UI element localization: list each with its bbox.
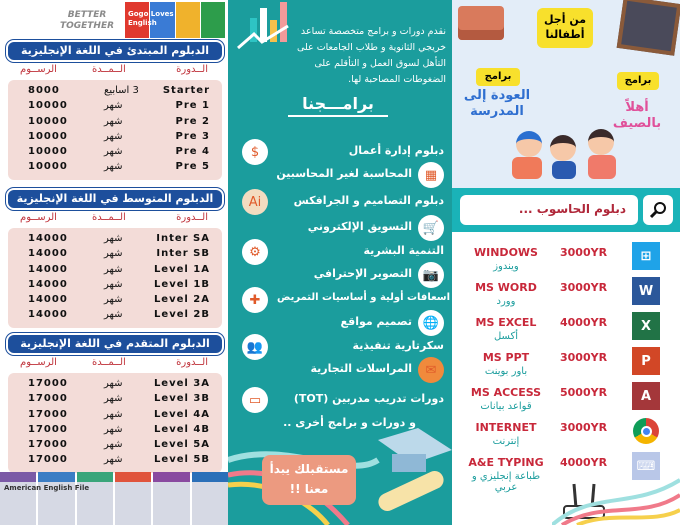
section-title: الدبلوم المبتدئ في اللغة الإنجليزية <box>8 42 222 60</box>
course-fee: 17000 <box>28 393 68 405</box>
chrome-icon <box>632 417 660 445</box>
software-name: MS WORD <box>475 281 537 294</box>
software-arabic-name: طباعة إنجليزي و عربي <box>471 471 541 493</box>
software-price: 3000YR <box>560 351 608 364</box>
section-title: الدبلوم المتقدم في اللغة الإنجليزية <box>8 335 222 353</box>
book-title: Gogo Loves English <box>128 10 174 27</box>
table-row <box>8 308 222 323</box>
column-headers <box>0 64 228 78</box>
course-table <box>8 80 222 180</box>
program-item[interactable]: المراسلات التجارية <box>310 362 412 375</box>
course-name: Level 1B <box>154 278 210 290</box>
books-icon <box>458 6 504 40</box>
table-row <box>8 453 222 468</box>
header-duration: الــمــدة <box>92 357 126 368</box>
table-row <box>8 99 222 114</box>
course-duration: شهر <box>104 278 123 290</box>
column-headers <box>0 212 228 226</box>
program-item[interactable]: التنمية البشرية <box>363 244 444 257</box>
course-name: Pre 1 <box>175 100 210 112</box>
keyboard-icon: ⌨ <box>632 452 660 480</box>
header-course: الــدورة <box>176 64 208 75</box>
course-fee: 14000 <box>28 263 68 275</box>
table-row <box>8 278 222 293</box>
program-item[interactable]: المحاسبة لغير المحاسبين <box>276 167 412 180</box>
table-row <box>8 263 222 278</box>
table-row <box>8 438 222 453</box>
header-course: الــدورة <box>176 212 208 223</box>
course-duration: شهر <box>104 454 123 466</box>
course-duration: شهر <box>104 146 123 158</box>
course-duration: شهر <box>104 408 123 420</box>
course-name: Level 4A <box>153 408 210 420</box>
course-duration: شهر <box>104 263 123 275</box>
team-icon: 👥 <box>242 334 268 360</box>
software-course-row[interactable] <box>452 421 680 455</box>
english-file-label: American English File <box>4 484 90 492</box>
table-row <box>8 293 222 308</box>
header-fee: الرســوم <box>20 357 57 368</box>
course-fee: 17000 <box>28 378 68 389</box>
software-arabic-name: وورد <box>496 296 516 307</box>
program-tag-summer: برامج <box>617 72 659 90</box>
table-row <box>8 247 222 262</box>
course-name: Pre 5 <box>175 161 210 173</box>
course-name: Pre 4 <box>175 146 210 158</box>
english-file-books <box>0 472 228 525</box>
course-name: Level 3A <box>153 378 210 389</box>
course-duration: شهر <box>104 100 123 112</box>
software-price: 4000YR <box>560 456 608 469</box>
course-table <box>8 228 222 328</box>
software-name: A&E TYPING <box>468 456 544 469</box>
search-icon <box>649 201 667 219</box>
course-name: Inter SA <box>156 233 210 244</box>
excel-icon: X <box>632 312 660 340</box>
course-duration: شهر <box>104 130 123 142</box>
money-bulb-icon: $ <box>242 139 268 165</box>
graduation-cap-icon <box>368 420 452 520</box>
camera-icon: 📷 <box>418 262 444 288</box>
header-fee: الرســوم <box>20 212 57 223</box>
english-courses-panel <box>0 0 228 525</box>
table-row <box>8 408 222 423</box>
software-course-row[interactable] <box>452 246 680 280</box>
program-item[interactable]: التسويق الإلكتروني <box>307 220 412 233</box>
search-button[interactable] <box>643 195 673 225</box>
software-price: 3000YR <box>560 246 608 259</box>
table-row <box>8 115 222 130</box>
header-duration: الــمــدة <box>92 64 126 75</box>
kids-illustration <box>512 125 622 180</box>
growth-chart-icon <box>236 0 292 50</box>
software-price: 3000YR <box>560 421 608 434</box>
software-arabic-name: أكسل <box>493 331 519 342</box>
software-name: WINDOWS <box>474 246 538 259</box>
course-fee: 17000 <box>28 408 68 420</box>
programs-panel <box>228 0 452 525</box>
software-arabic-name: ويندوز <box>493 261 519 272</box>
course-fee: 14000 <box>28 294 68 306</box>
software-name: MS PPT <box>482 351 530 364</box>
program-item[interactable]: اسعافات أولية و أساسيات التمريض <box>276 292 450 303</box>
table-row <box>8 84 222 99</box>
powerpoint-icon: P <box>632 347 660 375</box>
software-arabic-name: باور بوينت <box>484 366 528 377</box>
course-duration: شهر <box>104 309 123 321</box>
software-price: 3000YR <box>560 281 608 294</box>
course-fee: 10000 <box>28 161 68 173</box>
intro-text: نقدم دورات و برامج متخصصة تساعد خريجي الثانوية و طلاب الجامعات على التأهل لسوق العمل و التأقلم على الضغوطات المصاحبة لها. <box>296 26 446 85</box>
course-fee: 17000 <box>28 423 68 435</box>
www-icon: 🌐 <box>418 310 444 336</box>
summer-title: أهلاً بالصيف <box>612 100 662 131</box>
program-item[interactable]: دبلوم إدارة أعمال <box>348 144 444 157</box>
software-price: 4000YR <box>560 316 608 329</box>
software-course-row[interactable] <box>452 281 680 315</box>
software-arabic-name: إنترنت <box>492 436 520 447</box>
table-row <box>8 232 222 247</box>
program-item[interactable]: سكرتارية تنفيذية <box>352 339 444 352</box>
mail-card-icon: ✉ <box>418 357 444 383</box>
table-row <box>8 160 222 175</box>
cta-box: مستقبلك يبدأ معنا !! <box>262 455 356 505</box>
notice-board-icon <box>617 0 680 56</box>
course-fee: 10000 <box>28 130 68 142</box>
course-name: Level 5A <box>153 439 210 451</box>
software-name: INTERNET <box>475 421 537 434</box>
software-name: MS ACCESS <box>470 386 542 399</box>
software-course-row[interactable] <box>452 316 680 350</box>
column-headers <box>0 357 228 371</box>
header-fee: الرســوم <box>20 64 57 75</box>
kids-badge: من أجل أطفالنا <box>537 8 593 48</box>
access-icon: A <box>632 382 660 410</box>
windows-icon: ⊞ <box>632 242 660 270</box>
course-fee: 17000 <box>28 454 68 466</box>
software-course-row[interactable] <box>452 351 680 385</box>
course-duration: شهر <box>104 378 123 389</box>
decorative-ribbons-right <box>552 470 680 525</box>
software-course-row[interactable] <box>452 386 680 420</box>
course-fee: 10000 <box>28 115 68 127</box>
course-fee: 14000 <box>28 278 68 290</box>
course-duration: شهر <box>104 115 123 127</box>
table-row <box>8 392 222 407</box>
course-fee: 14000 <box>28 233 68 244</box>
course-name: Inter SB <box>156 248 210 260</box>
course-duration: شهر <box>104 233 123 244</box>
course-name: Pre 3 <box>175 130 210 142</box>
software-price: 5000YR <box>560 386 608 399</box>
header-duration: الــمــدة <box>92 212 126 223</box>
calculator-icon: ▦ <box>418 162 444 188</box>
course-name: Level 3B <box>154 393 210 405</box>
table-row <box>8 130 222 145</box>
programs-title: برامـــجنا <box>288 94 388 117</box>
course-name: Pre 2 <box>175 115 210 127</box>
course-duration: شهر <box>104 423 123 435</box>
table-row <box>8 377 222 392</box>
illustrator-icon: Ai <box>242 189 268 215</box>
program-item[interactable]: دورات تدريب مدربين (TOT) <box>293 392 444 405</box>
program-item[interactable]: التصوير الإحترافي <box>313 267 412 280</box>
course-fee: 10000 <box>28 100 68 112</box>
first-aid-icon: ✚ <box>242 287 268 313</box>
course-duration: 3 اسابيع <box>104 85 139 96</box>
program-item[interactable]: و دورات و برامج أخرى .. <box>283 416 416 429</box>
course-name: Level 2A <box>153 294 210 306</box>
word-icon: W <box>632 277 660 305</box>
course-table <box>8 373 222 473</box>
course-name: Level 5B <box>154 454 210 466</box>
program-item[interactable]: تصميم مواقع <box>340 315 412 328</box>
course-duration: شهر <box>104 294 123 306</box>
course-fee: 10000 <box>28 146 68 158</box>
gears-icon: ⚙ <box>242 239 268 265</box>
program-tag-back-to-school: برامج <box>476 68 520 86</box>
better-together-logo: BETTER TOGETHER <box>59 10 115 31</box>
software-name: MS EXCEL <box>475 316 537 329</box>
course-name: Starter <box>162 85 210 96</box>
section-title: الدبلوم المتوسط في اللغة الإنجليزية <box>8 190 222 208</box>
ecommerce-icon: 🛒 <box>418 215 444 241</box>
table-row <box>8 423 222 438</box>
course-fee: 8000 <box>28 85 60 96</box>
course-name: Level 2B <box>154 309 210 321</box>
table-row <box>8 145 222 160</box>
kids-and-computer-panel <box>452 0 680 525</box>
course-fee: 17000 <box>28 439 68 451</box>
software-arabic-name: قواعد بيانات <box>480 401 532 412</box>
course-fee: 14000 <box>28 248 68 260</box>
back-to-school-title: العودة إلى المدرسة <box>463 88 531 119</box>
header-course: الــدورة <box>176 357 208 368</box>
course-duration: شهر <box>104 161 123 173</box>
course-duration: شهر <box>104 248 123 260</box>
trainer-icon: ▭ <box>242 387 268 413</box>
course-duration: شهر <box>104 393 123 405</box>
course-duration: شهر <box>104 439 123 451</box>
course-fee: 14000 <box>28 309 68 321</box>
course-name: Level 4B <box>154 423 210 435</box>
program-item[interactable]: دبلوم التصاميم و الجرافكس <box>293 194 444 207</box>
course-name: Level 1A <box>153 263 210 275</box>
search-input[interactable]: دبلوم الحاسوب ... <box>460 195 638 225</box>
